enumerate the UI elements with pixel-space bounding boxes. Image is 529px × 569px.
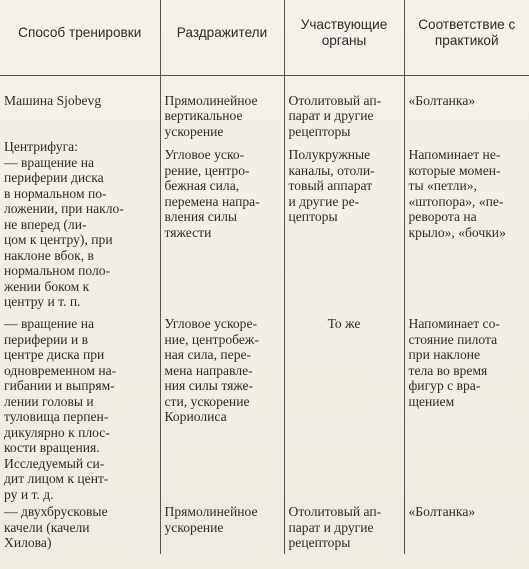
cell-organs [284,75,404,139]
cell-text: Полукружные каналы, отоли- товый аппарат и другие ре- цепторы [288,147,375,224]
cell-text: Угловое уско- рение, центро- бежная сила, перемена напра- вления силы тяжести [164,147,260,240]
cell-stimuli [160,75,284,139]
cell-practice [404,504,529,554]
cell-method [0,316,160,504]
cell-method [0,504,160,554]
cell-text: — двухбрусковые качели (качели Хилова) [4,504,108,550]
header-method [0,0,160,75]
cell-text: — вращение на периферии и в центре диска при одновременном на- гибании и выпрям- лении головы и туловища перпен- дикулярно к плос- кости вращения. Исследуемый си- дит лицом к цент- ру и т. д. [4,316,117,502]
cell-organs [284,504,404,554]
cell-practice [404,75,529,139]
cell-text: Прямолинейное ускорение [164,504,258,535]
header-stimuli-text: Раздражители [176,25,268,41]
header-practice-text: Соответствие с практикой [418,17,516,49]
cell-practice [404,316,529,504]
header-practice [404,0,529,75]
header-organs-text: Участвующие органы [300,17,388,49]
centrifuge-heading: Центрифуга: [4,139,78,154]
cell-text: Прямолинейное вертикальное ускорение [164,92,258,139]
table-row [0,139,529,316]
cell-text: Отолитовый ап- парат и другие рецепторы [288,504,382,550]
cell-method [0,75,160,139]
header-method-text: Способ тренировки [18,25,142,41]
cell-method [0,139,160,316]
header-stimuli [160,0,284,75]
cell-stimuli [160,316,284,504]
cell-text: То же [327,316,361,331]
cell-text: «Болтанка» [408,504,476,519]
cell-organs [284,139,404,316]
cell-text: — вращение на периферии диска в нормальном по- ложении, при накло- не вперед (ли- цом к центру), при наклоне вбок, в нормальном поло- жении боком к центру и т. п. [4,154,124,309]
cell-text: «Болтанка» [408,92,476,108]
table-row [0,504,529,554]
cell-text: Напоминает не- которые момен- ты «петли», «штопора», «пе- реворота на крыло», «бочки» [408,147,506,240]
table-row [0,316,529,504]
cell-stimuli [160,504,284,554]
cell-practice [404,139,529,316]
cell-text: Напоминает со- стояние пилота при наклоне тела во время фигур с вра- щением [408,316,500,409]
cell-text: Отолитовый ап- парат и другие рецепторы [288,92,382,139]
table-header [0,0,529,75]
header-organs [284,0,404,75]
cell-text: Угловое ускоре- ние, центробеж- ная сила, пере- мена направле- ния силы тяже- сти, ускорение Кориолиса [164,316,259,424]
cell-organs [284,316,404,504]
cell-stimuli [160,139,284,316]
table-row [0,75,529,139]
cell-text: Машина Sjobevg [4,92,102,108]
